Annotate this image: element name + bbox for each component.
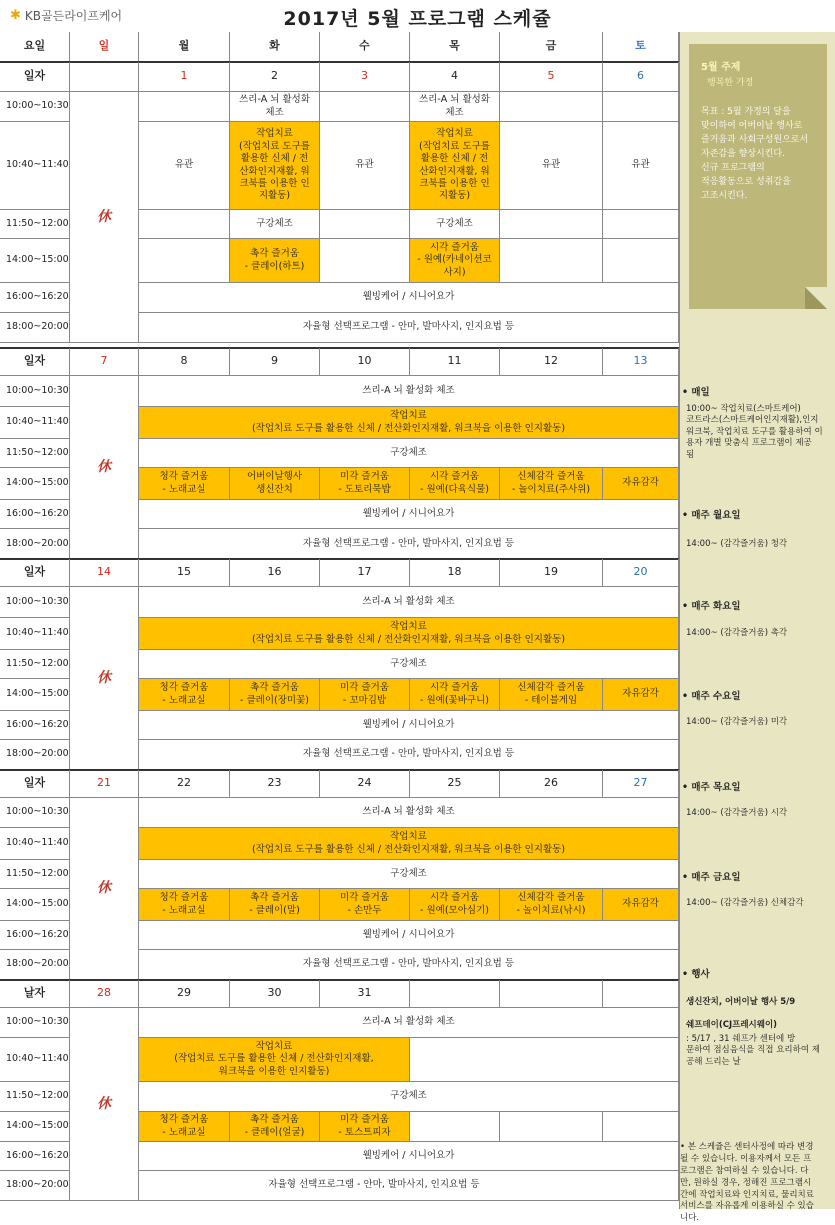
tuesday-text: 14:00~ (감각즐거움) 촉각 bbox=[686, 628, 788, 638]
wellness-cell: 웰빙케어 / 시니어요가 bbox=[139, 1142, 679, 1171]
evening-program-cell: 자율형 선택프로그램 - 안마, 발마사지, 인지요법 등 bbox=[139, 740, 679, 770]
occupational-therapy-cell: 작업치료 (작업치료 도구를 활용한 신체 / 전산화인지재활, 워크북을 이용한 인지활동) bbox=[139, 618, 679, 650]
morning-exercise-cell: 쓰리-A 뇌 활성화 체조 bbox=[139, 798, 679, 828]
date-cell: 24 bbox=[320, 770, 410, 798]
program-cell: 구강체조 bbox=[230, 210, 320, 239]
friday-heading: • 매주 금요일 bbox=[682, 872, 741, 883]
time-label: 11:50~12:00 bbox=[0, 1082, 70, 1112]
sense-program-cell: 어버이날행사 생신잔치 bbox=[230, 468, 320, 500]
date-cell: 23 bbox=[230, 770, 320, 798]
program-cell: 쓰리-A 뇌 활성화 체조 bbox=[410, 92, 500, 122]
time-label: 18:00~20:00 bbox=[0, 529, 70, 560]
event-line-2: 쉐프데이(CJ프레시웨이) bbox=[686, 1020, 778, 1030]
date-cell: 8 bbox=[139, 348, 230, 376]
sense-program-cell: 미각 즐거움 - 도토리묵밥 bbox=[320, 468, 410, 500]
sense-program-cell: 촉각 즐거움 - 클레이(말) bbox=[230, 889, 320, 921]
program-cell: 유관 bbox=[139, 122, 230, 210]
sunday-closed-mark: 休 bbox=[70, 1008, 139, 1201]
occupational-therapy-cell: 작업치료 (작업치료 도구를 활용한 신체 / 전산화인지재활, 워크북을 이용한 인지활동) bbox=[139, 828, 679, 860]
sense-program-cell: 촉각 즐거움 - 클레이(얼굴) bbox=[230, 1112, 320, 1142]
sense-program-cell: 시각 즐거움 - 원예(꽃바구니) bbox=[410, 679, 500, 711]
date-cell bbox=[70, 62, 139, 92]
date-cell: 7 bbox=[70, 348, 139, 376]
time-label: 14:00~15:00 bbox=[0, 468, 70, 500]
date-cell: 15 bbox=[139, 559, 230, 587]
evening-program-cell: 자율형 선택프로그램 - 안마, 발마사지, 인지요법 등 bbox=[139, 313, 679, 343]
time-label: 10:00~10:30 bbox=[0, 92, 70, 122]
time-label: 11:50~12:00 bbox=[0, 210, 70, 239]
date-cell: 25 bbox=[410, 770, 500, 798]
sunday-closed-mark: 休 bbox=[70, 587, 139, 770]
sense-program-cell: 시각 즐거움 - 원예(다육식물) bbox=[410, 468, 500, 500]
empty-cell bbox=[139, 210, 230, 239]
morning-exercise-cell: 쓰리-A 뇌 활성화 체조 bbox=[139, 1008, 679, 1038]
sense-program-cell: 자유감각 bbox=[603, 889, 679, 921]
column-header: 화 bbox=[230, 32, 320, 62]
date-cell: 26 bbox=[500, 770, 603, 798]
empty-cell bbox=[500, 239, 603, 283]
date-cell: 31 bbox=[320, 980, 410, 1008]
date-row-label: 일자 bbox=[0, 348, 70, 376]
column-header: 월 bbox=[139, 32, 230, 62]
column-header: 토 bbox=[603, 32, 679, 62]
evening-program-cell: 자율형 선택프로그램 - 안마, 발마사지, 인지요법 등 bbox=[70, 1171, 679, 1201]
empty-cell bbox=[603, 210, 679, 239]
empty-cell bbox=[139, 92, 230, 122]
empty-cell bbox=[500, 92, 603, 122]
empty-cell bbox=[320, 92, 410, 122]
monday-text: 14:00~ (감각즐거움) 청각 bbox=[686, 539, 788, 549]
program-cell: 작업치료 (작업치료 도구를 활용한 신체 / 전 산화인지재활, 워 크북를 이용한 인 지활동) bbox=[230, 122, 320, 210]
sense-program-cell: 청각 즐거움 - 노래교실 bbox=[139, 889, 230, 921]
empty-cell bbox=[139, 239, 230, 283]
program-cell: 쓰리-A 뇌 활성화 체조 bbox=[230, 92, 320, 122]
time-label: 10:40~11:40 bbox=[0, 407, 70, 439]
time-label: 14:00~15:00 bbox=[0, 679, 70, 711]
empty-cell bbox=[410, 980, 500, 1008]
date-cell: 2 bbox=[230, 62, 320, 92]
sunday-closed-mark: 休 bbox=[70, 92, 139, 343]
time-label: 10:40~11:40 bbox=[0, 122, 70, 210]
sense-program-cell: 신체감각 즐거움 - 놀이치료(낚시) bbox=[500, 889, 603, 921]
time-label: 10:40~11:40 bbox=[0, 828, 70, 860]
date-cell: 19 bbox=[500, 559, 603, 587]
date-cell: 27 bbox=[603, 770, 679, 798]
empty-cell bbox=[603, 239, 679, 283]
date-cell: 10 bbox=[320, 348, 410, 376]
time-label: 10:00~10:30 bbox=[0, 798, 70, 828]
time-label: 14:00~15:00 bbox=[0, 239, 70, 283]
program-cell: 시각 즐거움 - 원예(카네이션코 사지) bbox=[410, 239, 500, 283]
date-cell: 13 bbox=[603, 348, 679, 376]
program-cell: 유관 bbox=[500, 122, 603, 210]
empty-cell bbox=[410, 1112, 500, 1142]
column-header: 요일 bbox=[0, 32, 70, 62]
time-label: 18:00~20:00 bbox=[0, 1171, 70, 1201]
wellness-cell: 웰빙케어 / 시니어요가 bbox=[139, 500, 679, 529]
date-cell: 11 bbox=[410, 348, 500, 376]
program-cell: 구강체조 bbox=[410, 210, 500, 239]
time-label: 11:50~12:00 bbox=[0, 650, 70, 679]
star-icon: ✱ bbox=[10, 8, 21, 23]
header bbox=[0, 0, 835, 32]
theme-note bbox=[689, 44, 827, 309]
morning-exercise-cell: 쓰리-A 뇌 활성화 체조 bbox=[139, 587, 679, 618]
sunday-closed-mark: 休 bbox=[70, 376, 139, 560]
time-label: 18:00~20:00 bbox=[0, 950, 70, 980]
thursday-text: 14:00~ (감각즐거움) 시각 bbox=[686, 808, 788, 818]
empty-cell bbox=[500, 980, 603, 1008]
morning-exercise-cell: 쓰리-A 뇌 활성화 체조 bbox=[139, 376, 679, 407]
date-cell: 3 bbox=[320, 62, 410, 92]
date-cell: 18 bbox=[410, 559, 500, 587]
event-text: : 5/17 , 31 쉐프가 센터에 방 문하여 점심음식을 직접 요리하여 제 공해 드리는 날 bbox=[686, 1034, 820, 1067]
time-label: 10:00~10:30 bbox=[0, 1008, 70, 1038]
wednesday-text: 14:00~ (감각즐거움) 미각 bbox=[686, 717, 788, 727]
daily-heading: • 매일 bbox=[682, 387, 710, 398]
empty-cell bbox=[500, 1112, 603, 1142]
date-cell: 5 bbox=[500, 62, 603, 92]
time-label: 11:50~12:00 bbox=[0, 860, 70, 889]
program-cell: 유관 bbox=[320, 122, 410, 210]
empty-cell bbox=[603, 980, 679, 1008]
column-header: 수 bbox=[320, 32, 410, 62]
time-label: 14:00~15:00 bbox=[0, 1112, 70, 1142]
date-cell: 17 bbox=[320, 559, 410, 587]
evening-program-cell: 자율형 선택프로그램 - 안마, 발마사지, 인지요법 등 bbox=[139, 529, 679, 560]
event-line-1: 생신잔치, 어버이날 행사 5/9 bbox=[686, 997, 796, 1007]
date-cell: 29 bbox=[139, 980, 230, 1008]
column-header: 목 bbox=[410, 32, 500, 62]
evening-program-cell: 자율형 선택프로그램 - 안마, 발마사지, 인지요법 등 bbox=[139, 950, 679, 980]
time-label: 16:00~16:20 bbox=[0, 921, 70, 950]
time-label: 11:50~12:00 bbox=[0, 439, 70, 468]
time-label: 18:00~20:00 bbox=[0, 313, 70, 343]
date-cell: 12 bbox=[500, 348, 603, 376]
page-title: 2017년 5월 프로그램 스케쥴 bbox=[283, 8, 552, 30]
date-row-label: 일자 bbox=[0, 559, 70, 587]
event-heading: • 행사 bbox=[682, 969, 710, 980]
sense-program-cell: 청각 즐거움 - 노래교실 bbox=[139, 468, 230, 500]
date-row-label: 일자 bbox=[0, 62, 70, 92]
date-cell: 20 bbox=[603, 559, 679, 587]
date-row-label: 날자 bbox=[0, 980, 70, 1008]
sense-program-cell: 미각 즐거움 - 토스트피자 bbox=[320, 1112, 410, 1142]
date-cell: 30 bbox=[230, 980, 320, 1008]
sunday-closed-mark: 休 bbox=[70, 798, 139, 980]
sense-program-cell: 미각 즐거움 - 꼬마김밥 bbox=[320, 679, 410, 711]
sense-program-cell: 자유감각 bbox=[603, 468, 679, 500]
wednesday-heading: • 매주 수요일 bbox=[682, 691, 741, 702]
sense-program-cell: 신체감각 즐거움 - 놀이치료(주사위) bbox=[500, 468, 603, 500]
date-cell: 28 bbox=[70, 980, 139, 1008]
empty-cell bbox=[320, 210, 410, 239]
program-cell: 작업치료 (작업치료 도구를 활용한 신체 / 전 산화인지재활, 워 크북를 이용한 인 지활동) bbox=[410, 122, 500, 210]
sense-program-cell: 촉각 즐거움 - 클레이(장미꽃) bbox=[230, 679, 320, 711]
empty-cell bbox=[603, 92, 679, 122]
time-label: 16:00~16:20 bbox=[0, 1142, 70, 1171]
occupational-therapy-cell: 작업치료 (작업치료 도구를 활용한 신체 / 전산화인지재활, 워크북을 이용한 인지활동) bbox=[139, 1038, 410, 1082]
date-cell: 6 bbox=[603, 62, 679, 92]
wellness-cell: 웰빙케어 / 시니어요가 bbox=[139, 283, 679, 313]
date-cell: 4 bbox=[410, 62, 500, 92]
daily-text: 10:00~ 작업치료(스마트케어) 코트라스(스마트케어인지재활),인지 워크북, 작업치료 도구를 활용하여 이 용자 개별 맞춤식 프로그램이 제공 됨 bbox=[686, 404, 823, 460]
theme-title: 5월 주제 bbox=[701, 62, 741, 73]
sense-program-cell: 신체감각 즐거움 - 테이블게임 bbox=[500, 679, 603, 711]
sense-program-cell: 자유감각 bbox=[603, 679, 679, 711]
empty-cell bbox=[603, 1112, 679, 1142]
time-label: 16:00~16:20 bbox=[0, 500, 70, 529]
date-cell: 21 bbox=[70, 770, 139, 798]
date-cell: 14 bbox=[70, 559, 139, 587]
date-cell: 22 bbox=[139, 770, 230, 798]
friday-text: 14:00~ (감각즐거움) 신체감각 bbox=[686, 898, 804, 908]
time-label: 14:00~15:00 bbox=[0, 889, 70, 921]
time-label: 18:00~20:00 bbox=[0, 740, 70, 770]
column-header: 일 bbox=[70, 32, 139, 62]
theme-body: 목표 : 5월 가정의 달을 맞이하여 어버이날 행사로 즐거움과 사회구성원으로서 자존감을 향상시킨다. 신규 프로그램의 적응활동으로 성취감을 고조시킨다. bbox=[701, 107, 809, 201]
tuesday-heading: • 매주 화요일 bbox=[682, 601, 741, 612]
wellness-cell: 웰빙케어 / 시니어요가 bbox=[139, 921, 679, 950]
sense-program-cell: 청각 즐거움 - 노래교실 bbox=[139, 679, 230, 711]
logo-text: KB골든라이프케어 bbox=[24, 9, 123, 23]
wellness-cell: 웰빙케어 / 시니어요가 bbox=[139, 711, 679, 740]
empty-cell bbox=[410, 1038, 679, 1082]
time-label: 10:40~11:40 bbox=[0, 1038, 70, 1082]
time-label: 10:00~10:30 bbox=[0, 376, 70, 407]
date-cell: 16 bbox=[230, 559, 320, 587]
time-label: 16:00~16:20 bbox=[0, 283, 70, 313]
date-cell: 1 bbox=[139, 62, 230, 92]
time-label: 10:40~11:40 bbox=[0, 618, 70, 650]
sense-program-cell: 미각 즐거움 - 손만두 bbox=[320, 889, 410, 921]
theme-subtitle: 행복한 가정 bbox=[707, 78, 754, 88]
thursday-heading: • 매주 목요일 bbox=[682, 782, 741, 793]
oral-exercise-cell: 구강체조 bbox=[139, 439, 679, 468]
footnote: • 본 스케쥴은 센터사정에 따라 변경 될 수 있습니다. 이용자께서 모든 프 로그램은 참여하실 수 있습니다. 다 만, 원하실 경우, 정해진 프로그램시 간에 작업치료와 인지치료, 물리치료 서비스를 자유롭게 이용하실 수 있습 니다. bbox=[680, 1142, 814, 1224]
sense-program-cell: 청각 즐거움 - 노래교실 bbox=[139, 1112, 230, 1142]
oral-exercise-cell: 구강체조 bbox=[139, 1082, 679, 1112]
sense-program-cell: 시각 즐거움 - 원예(모아심기) bbox=[410, 889, 500, 921]
oral-exercise-cell: 구강체조 bbox=[139, 860, 679, 889]
date-cell: 9 bbox=[230, 348, 320, 376]
program-cell: 유관 bbox=[603, 122, 679, 210]
monday-heading: • 매주 월요일 bbox=[682, 510, 741, 521]
column-header: 금 bbox=[500, 32, 603, 62]
occupational-therapy-cell: 작업치료 (작업치료 도구를 활용한 신체 / 전산화인지재활, 워크북을 이용한 인지활동) bbox=[139, 407, 679, 439]
oral-exercise-cell: 구강체조 bbox=[139, 650, 679, 679]
program-cell: 촉각 즐거움 - 클레이(하트) bbox=[230, 239, 320, 283]
time-label: 10:00~10:30 bbox=[0, 587, 70, 618]
empty-cell bbox=[320, 239, 410, 283]
empty-cell bbox=[500, 210, 603, 239]
time-label: 16:00~16:20 bbox=[0, 711, 70, 740]
date-row-label: 일자 bbox=[0, 770, 70, 798]
